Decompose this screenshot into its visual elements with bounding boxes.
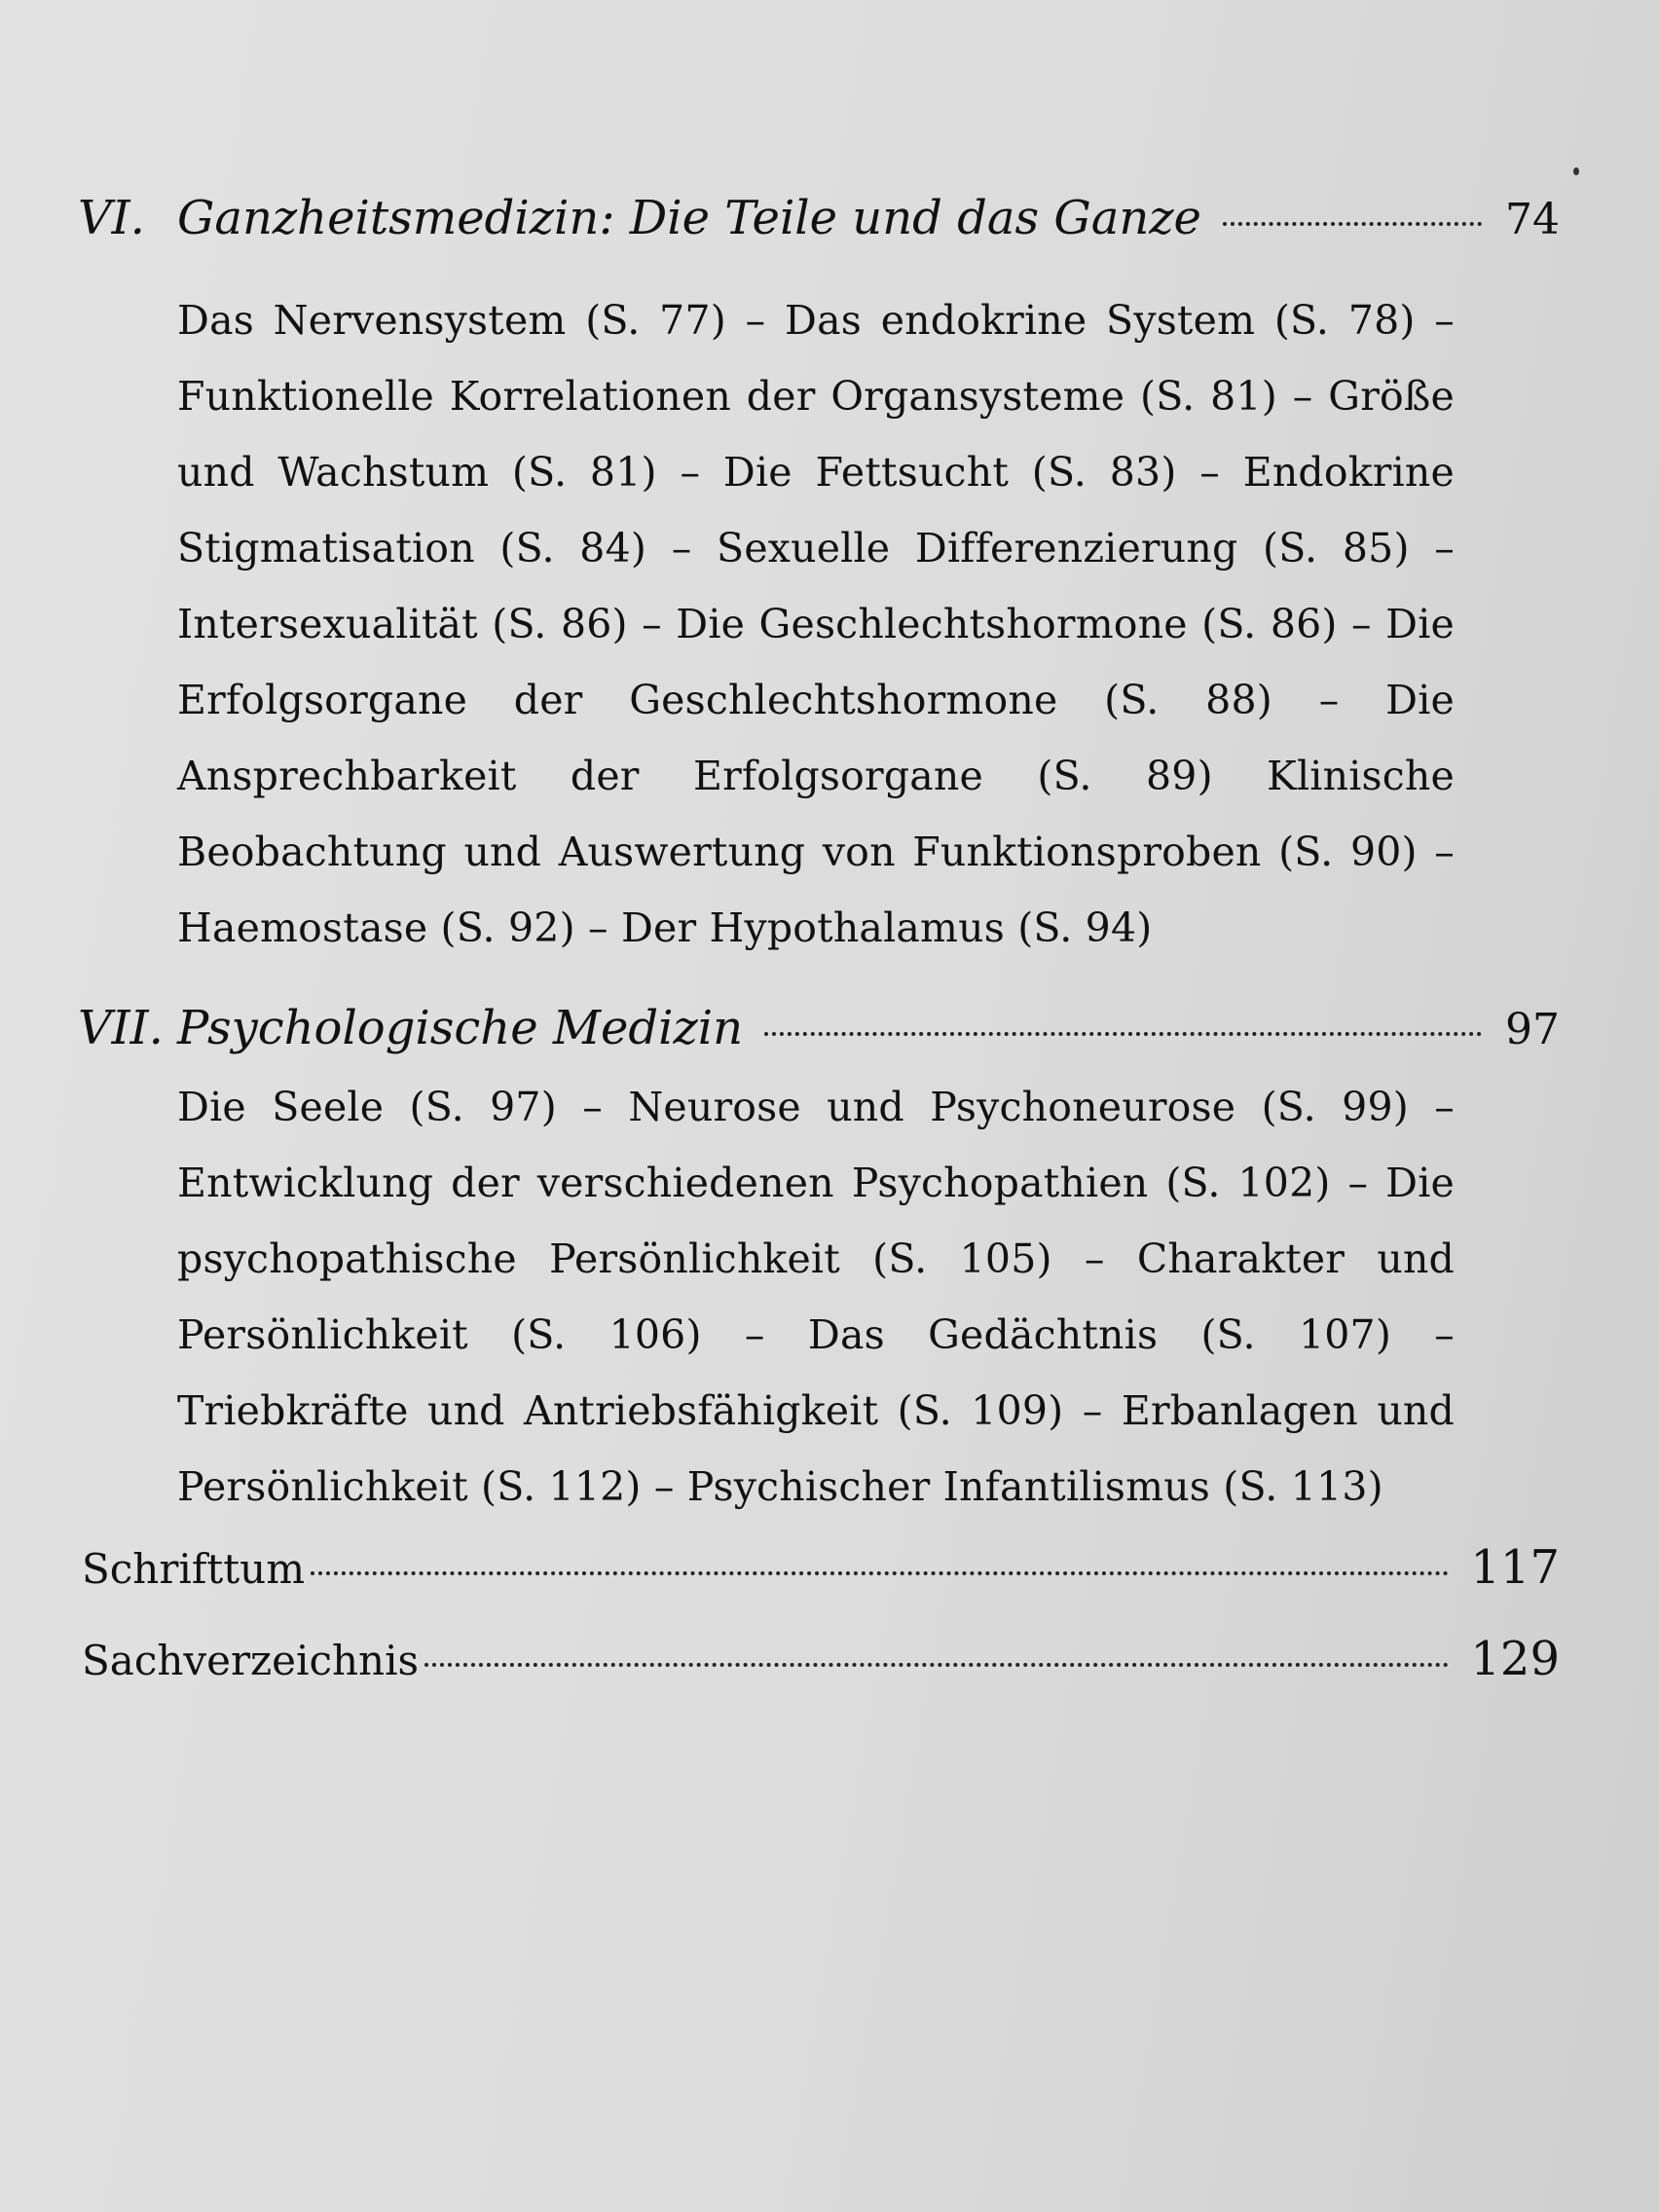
toc-entry-chapter-vi [78,191,1560,245]
page-number: 129 [1470,1632,1560,1686]
toc-entry-chapter-vii [78,1001,1560,1055]
chapter-description: Die Seele (S. 97) – Neurose und Psychoneurose (S. 99) – Entwicklung der verschiedenen Psychopathien (S. 102) – Die psychopathische Persönlichkeit (S. 105) – Charakter und Persönlichkeit (S. 106) – Das Gedächtnis (S. 107) – Triebkräfte und Antriebsfähigkeit (S. 109) – Erbanlagen und Persönlichkeit (S. 112) – Psychischer Infantilismus (S. 113) [177,1084,1455,1510]
page-number: 117 [1470,1540,1560,1595]
dot-leader [424,1663,1449,1667]
page-number: 97 [1505,1005,1560,1054]
chapter-number: VII. [78,1001,164,1055]
chapter-description: Das Nervensystem (S. 77) – Das endokrine System (S. 78) – Funktionelle Korrelationen der Organsysteme (S. 81) – Größe und Wachstum (S. 81) – Die Fettsucht (S. 83) – Endokrine Stigmatisation (S. 84) – Sexuelle Differenzierung (S. 85) – Intersexualität (S. 86) – Die Geschlechtshormone (S. 86) – Die Erfolgsorgane der Geschlechtshormone (S. 88) – Die Ansprechbarkeit der Erfolgsorgane (S. 89) Klinische Beobachtung und Auswertung von Funktionsproben (S. 90) – Haemostase (S. 92) – Der Hypothalamus (S. 94) [177,297,1455,951]
dot-leader [311,1571,1449,1575]
dot-leader [1223,222,1482,226]
entry-label: Sachverzeichnis [82,1637,420,1684]
page-number: 74 [1505,195,1560,244]
stray-mark [1573,167,1579,175]
dot-leader [764,1032,1482,1036]
chapter-title: Ganzheitsmedizin: Die Teile und das Ganze [177,191,1201,245]
chapter-title: Psychologische Medizin [177,1001,744,1055]
entry-label: Schrifttum [82,1545,306,1593]
toc-entry-schrifttum [82,1540,1560,1595]
toc-entry-sachverzeichnis [82,1632,1560,1686]
chapter-number: VI. [78,191,145,245]
